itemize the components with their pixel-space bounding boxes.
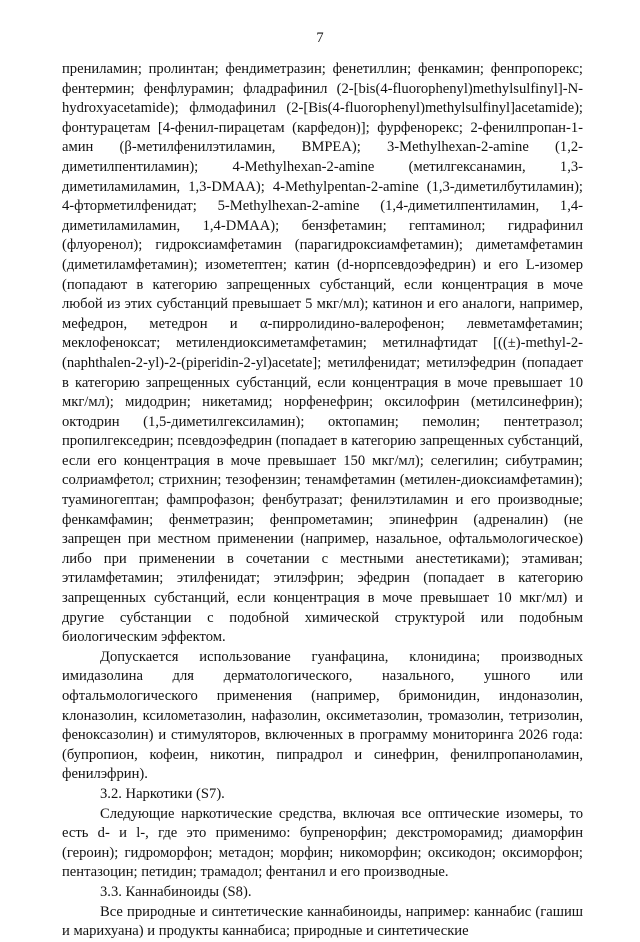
section-heading-cannabinoids: 3.3. Каннабиноиды (S8). bbox=[100, 883, 252, 900]
paragraph-narcotics-list: Следующие наркотические средства, включая все оптические изомеры, то есть d- и l-, где это применимо: бупренорфин; декстроморамид; диаморфин (героин); гидроморфон; метадон; морфин; никоморфин; оксикодон; оксиморфон; пентазоцин; петидин; трамадол; фентанил и его производные. bbox=[62, 805, 583, 881]
paragraph-cannabinoids-start: Все природные и синтетические каннабиноиды, например: каннабис (гашиш и марихуана) и продукты каннабиса; природные и синтетические bbox=[62, 903, 583, 940]
page-number: 7 bbox=[316, 30, 324, 46]
paragraph-allowed-note: Допускается использование гуанфацина, клонидина; производных имидазолина для дерматологического, назального, ушного или офтальмологического применения (например, бримонидин, индоназолин, клоназолин, ксилометазолин, нафазолин, оксиметазолин, тромазолин, тетризолин, феноксазолин) и стимуляторов, включенных в программу мониторинга 2026 года: (бупропион, кофеин, никотин, пипрадрол и синефрин, фенилпропаноламин, фенилэфрин). bbox=[62, 648, 583, 783]
document-body bbox=[62, 60, 583, 942]
section-heading-narcotics: 3.2. Наркотики (S7). bbox=[100, 785, 225, 802]
paragraph-stimulants-list: прениламин; пролинтан; фендиметразин; фенетиллин; фенкамин; фенпропорекс; фентермин; фенфлурамин; фладрафинил (2-[bis(4-fluorophenyl)methylsulfinyl]-N-hydroxyacetamide); флмодафинил (2-[Bis(4-fluorophenyl)methylsulfinyl]acetamide); фонтурацетам [4-фенил-пирацетам (карфедон)]; фурфенорекс; 2-фенилпропан-1-амин (β-метилфенилэтиламин, BMPEA); 3-Methylhexan-2-amine (1,2-диметилпентиламин); 4-Methylhexan-2-amine (метилгексанамин, 1,3-диметиламиламин, 1,3-DMAA); 4-Methylpentan-2-amine (1,3-диметилбутиламин); 4-фторметилфенидат; 5-Methylhexan-2-amine (1,4-диметилпентиламин, 1,4-диметиламиламин, 1,4-DMAA); бензфетамин; гептаминол; гидрафинил (флуоренол); гидроксиамфетамин (парагидроксиамфетамин); диметамфетамин (диметиламфетамин); изометептен; катин (d-норпсевдоэфедрин) и его L-изомер (попадают в категорию запрещенных субстанций, если концентрация в моче любой из этих субстанций превышает 5 мкг/мл); катинон и его аналоги, например, мефедрон, метедрон и α-пирролидино-валерофенон; левметамфетамин; меклофеноксат; метилендиоксиметамфетамин; метилнафтидат [((±)-methyl-2-(naphthalen-2-yl)-2-(piperidin-2-yl)acetate]; метилфенидат; метилэфедрин (попадает в категорию запрещенных субстанций, если концентрация в моче превышает 10 мкг/мл); мидодрин; никетамид; норфенефрин; оксилофрин (метилсинефрин); октодрин (1,5-диметилгексиламин); октопамин; пемолин; пентетразол; пропилгекседрин; псевдоэфедрин (попадает в категорию запрещенных субстанций, если его концентрация в моче превышает 150 мкг/мл); селегилин; сибутрамин; солриамфетол; стрихнин; тезофензин; тенамфетамин (метилен-диоксиамфетамин); туаминогептан; фампрофазон; фенбутразат; фенилэтиламин и его производные; фенкамфамин; фенметразин; фенпрометамин; эпинефрин (адреналин) (не запрещен при местном применении (например, назальное, офтальмологическое) либо при применении в сочетании с местными анестетиками); этамиван; этиламфетамин; этилфенидат; этилэфрин; эфедрин (попадает в категорию запрещенных субстанций, если концентрация в моче превышает 10 мкг/мл) и другие субстанции с подобной химической структурой или подобным биологическим эффектом. bbox=[62, 61, 583, 646]
